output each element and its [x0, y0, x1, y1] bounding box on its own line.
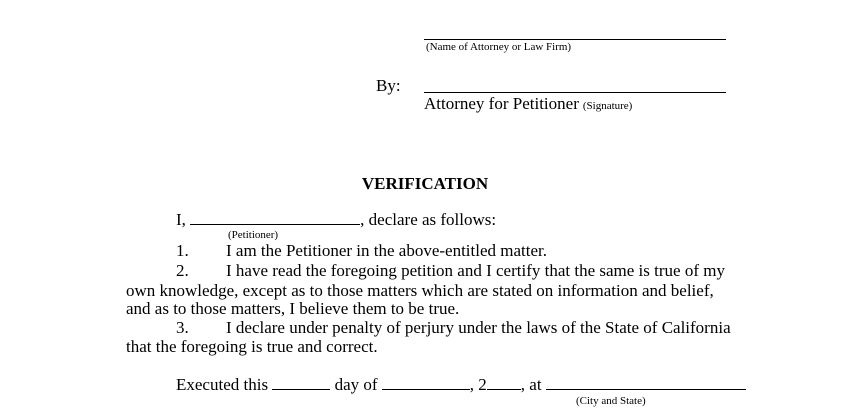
declare-suffix: , declare as follows:	[360, 210, 497, 229]
executed-part-2: day of	[334, 375, 378, 394]
item-2-text: I have read the foregoing petition and I certify that the same is true of my	[226, 261, 725, 280]
by-label: By:	[376, 76, 401, 95]
city-state-caption: (City and State)	[576, 395, 646, 407]
attorney-name-line[interactable]	[424, 39, 726, 40]
executed-part-3: , 2	[469, 375, 487, 394]
executed-year-blank[interactable]	[487, 389, 521, 390]
petitioner-name-blank[interactable]	[190, 224, 360, 225]
executed-part-4: , at	[520, 375, 542, 394]
item-1-number: 1.	[176, 241, 189, 260]
declare-line	[176, 210, 496, 230]
executed-part-1: Executed this	[176, 375, 269, 394]
executed-day-blank[interactable]	[272, 389, 330, 390]
executed-month-blank[interactable]	[382, 389, 470, 390]
signature-line[interactable]	[424, 92, 726, 93]
item-2-number: 2.	[176, 261, 189, 280]
item-2-continuation-1: own knowledge, except as to those matters which are stated on information and belief,	[126, 281, 714, 300]
item-3-text: I declare under penalty of perjury under the laws of the State of California	[226, 318, 731, 337]
item-1-text: I am the Petitioner in the above-entitled matter.	[226, 241, 548, 260]
declare-prefix: I,	[176, 210, 186, 229]
city-state-blank[interactable]	[546, 389, 746, 390]
verification-title: VERIFICATION	[361, 174, 489, 193]
attorney-for-petitioner-label: Attorney for Petitioner	[424, 94, 579, 113]
petitioner-caption: (Petitioner)	[228, 229, 279, 241]
executed-line	[176, 375, 746, 395]
item-3-continuation: that the foregoing is true and correct.	[126, 337, 378, 356]
signature-caption: (Signature)	[582, 100, 633, 112]
item-3-number: 3.	[176, 318, 189, 337]
attorney-name-caption: (Name of Attorney or Law Firm)	[426, 41, 572, 53]
item-2-continuation-2: and as to those matters, I believe them to be true.	[126, 299, 460, 318]
attorney-signature-block	[424, 94, 632, 114]
